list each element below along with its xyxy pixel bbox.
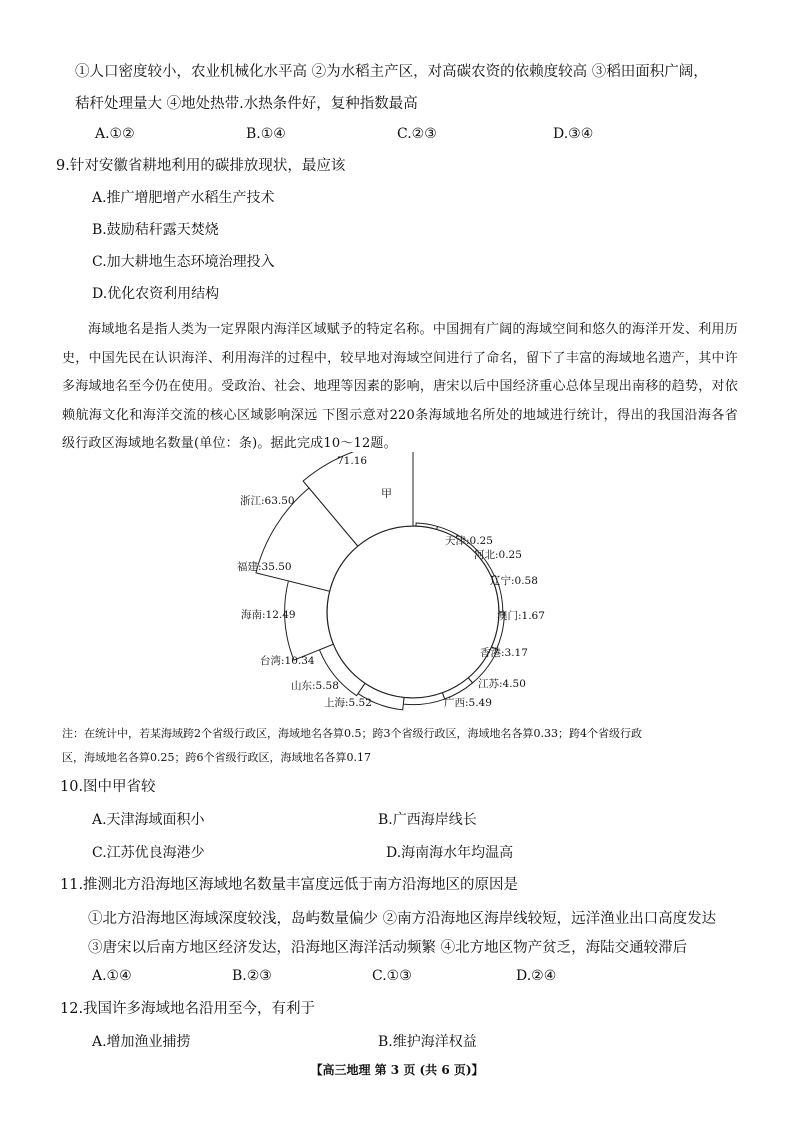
q11-option-c[interactable]: C.①③ <box>372 968 412 984</box>
chart-label-aomen: 澳门:1.67 <box>497 610 545 622</box>
q11-option-a[interactable]: A.①④ <box>92 968 132 984</box>
q11-option-b[interactable]: B.②③ <box>232 968 272 984</box>
q8-statements-line2: 秸秆处理量大 ④地处热带.水热条件好，复种指数最高 <box>75 96 418 112</box>
chart-label-hainan: 海南:12.49 <box>241 609 296 621</box>
q9-option-c[interactable]: C.加大耕地生态环境治理投入 <box>92 254 275 270</box>
q9-option-b[interactable]: B.鼓励秸秆露天焚烧 <box>92 222 219 238</box>
chart-note-line2: 区，海域地名各算0.25；跨6个省级行政区，海域地名各算0.17 <box>62 751 371 764</box>
chart-label-jia-value: 71.16 <box>337 455 368 467</box>
chart-label-shanghai: 上海:5.52 <box>324 697 372 709</box>
chart-label-tianjin: 天津:0.25 <box>445 535 493 547</box>
q12-option-a[interactable]: A.增加渔业捕捞 <box>92 1034 191 1050</box>
q10-option-d[interactable]: D.海南海水年均温高 <box>386 845 514 861</box>
chart-label-fujian: 福建:35.50 <box>237 561 292 573</box>
q9-option-a[interactable]: A.推广增肥增产水稻生产技术 <box>92 190 275 206</box>
q8-option-b[interactable]: B.①④ <box>246 126 286 142</box>
q10-stem: 10.图中甲省较 <box>60 779 156 795</box>
chart-label-jiangsu: 江苏:4.50 <box>478 678 526 690</box>
chart-label-zhejiang: 浙江:63.50 <box>240 495 295 507</box>
q9-stem: 9.针对安徽省耕地利用的碳排放现状，最应该 <box>56 158 346 174</box>
q10-option-c[interactable]: C.江苏优良海港少 <box>92 845 205 861</box>
radial-chart <box>0 452 794 712</box>
reading-passage: 海域地名是指人类为一定界限内海洋区域赋予的特定名称。中国拥有广阔的海域空间和悠久的海洋开发、利用历史，中国先民在认识海洋、利用海洋的过程中，较早地对海域空间进行了命名，留下了丰富的海域地名遗产，其中许多海域地名至今仍在使用。受政治、社会、地理等因素的影响，唐宋以后中国经济重心总体呈现出南移的趋势，对依赖航海文化和海洋交流的核心区域影响深远 下图示意对220条海域地名所处的地域进行统计，得出的我国沿海各省级行政区海域地名数量(单位：条)。据此完成10～12题。 <box>62 322 738 451</box>
q12-stem: 12.我国许多海域地名沿用至今，有利于 <box>60 1001 316 1017</box>
q8-option-d[interactable]: D.③④ <box>553 126 594 142</box>
chart-label-xianggang: 香港:3.17 <box>480 647 528 659</box>
chart-label-hebei: 河北:0.25 <box>474 549 522 561</box>
page-footer: 【高三地理 第 3 页 (共 6 页)】 <box>310 1063 484 1077</box>
q10-option-a[interactable]: A.天津海域面积小 <box>92 812 205 828</box>
q8-option-a[interactable]: A.①② <box>95 126 135 142</box>
q11-stem: 11.推测北方沿海地区海域地名数量丰富度远低于南方沿海地区的原因是 <box>60 877 519 893</box>
q8-statements-line1: ①人口密度较小，农业机械化水平高 ②为水稻主产区，对高碳农资的依赖度较高 ③稻田面积广阔， <box>75 64 708 80</box>
chart-label-taiwan: 台湾:10.34 <box>260 655 315 667</box>
chart-note-line1: 注：在统计中，若某海域跨2个省级行政区，海域地名各算0.5；跨3个省级行政区，海域地名各算0.33；跨4个省级行政 <box>62 727 642 740</box>
q11-statements-line2: ③唐宋以后南方地区经济发达，沿海地区海洋活动频繁 ④北方地区物产贫乏，海陆交通较滞后 <box>88 940 688 956</box>
chart-label-jia-name: 甲 <box>381 487 392 500</box>
q8-option-c[interactable]: C.②③ <box>397 126 437 142</box>
chart-label-liaoning: 辽宁:0.58 <box>490 575 538 587</box>
q10-option-b[interactable]: B.广西海岸线长 <box>378 812 477 828</box>
chart-label-guangxi: 广西:5.49 <box>444 697 492 709</box>
q11-option-d[interactable]: D.②④ <box>516 968 557 984</box>
q12-option-b[interactable]: B.维护海洋权益 <box>378 1034 477 1050</box>
q9-option-d[interactable]: D.优化农资利用结构 <box>92 286 220 302</box>
q11-statements-line1: ①北方沿海地区海域深度较浅，岛屿数量偏少 ②南方沿海地区海岸线较短，远洋渔业出口高度发达 <box>88 911 717 927</box>
chart-label-shandong: 山东:5.58 <box>291 680 339 692</box>
